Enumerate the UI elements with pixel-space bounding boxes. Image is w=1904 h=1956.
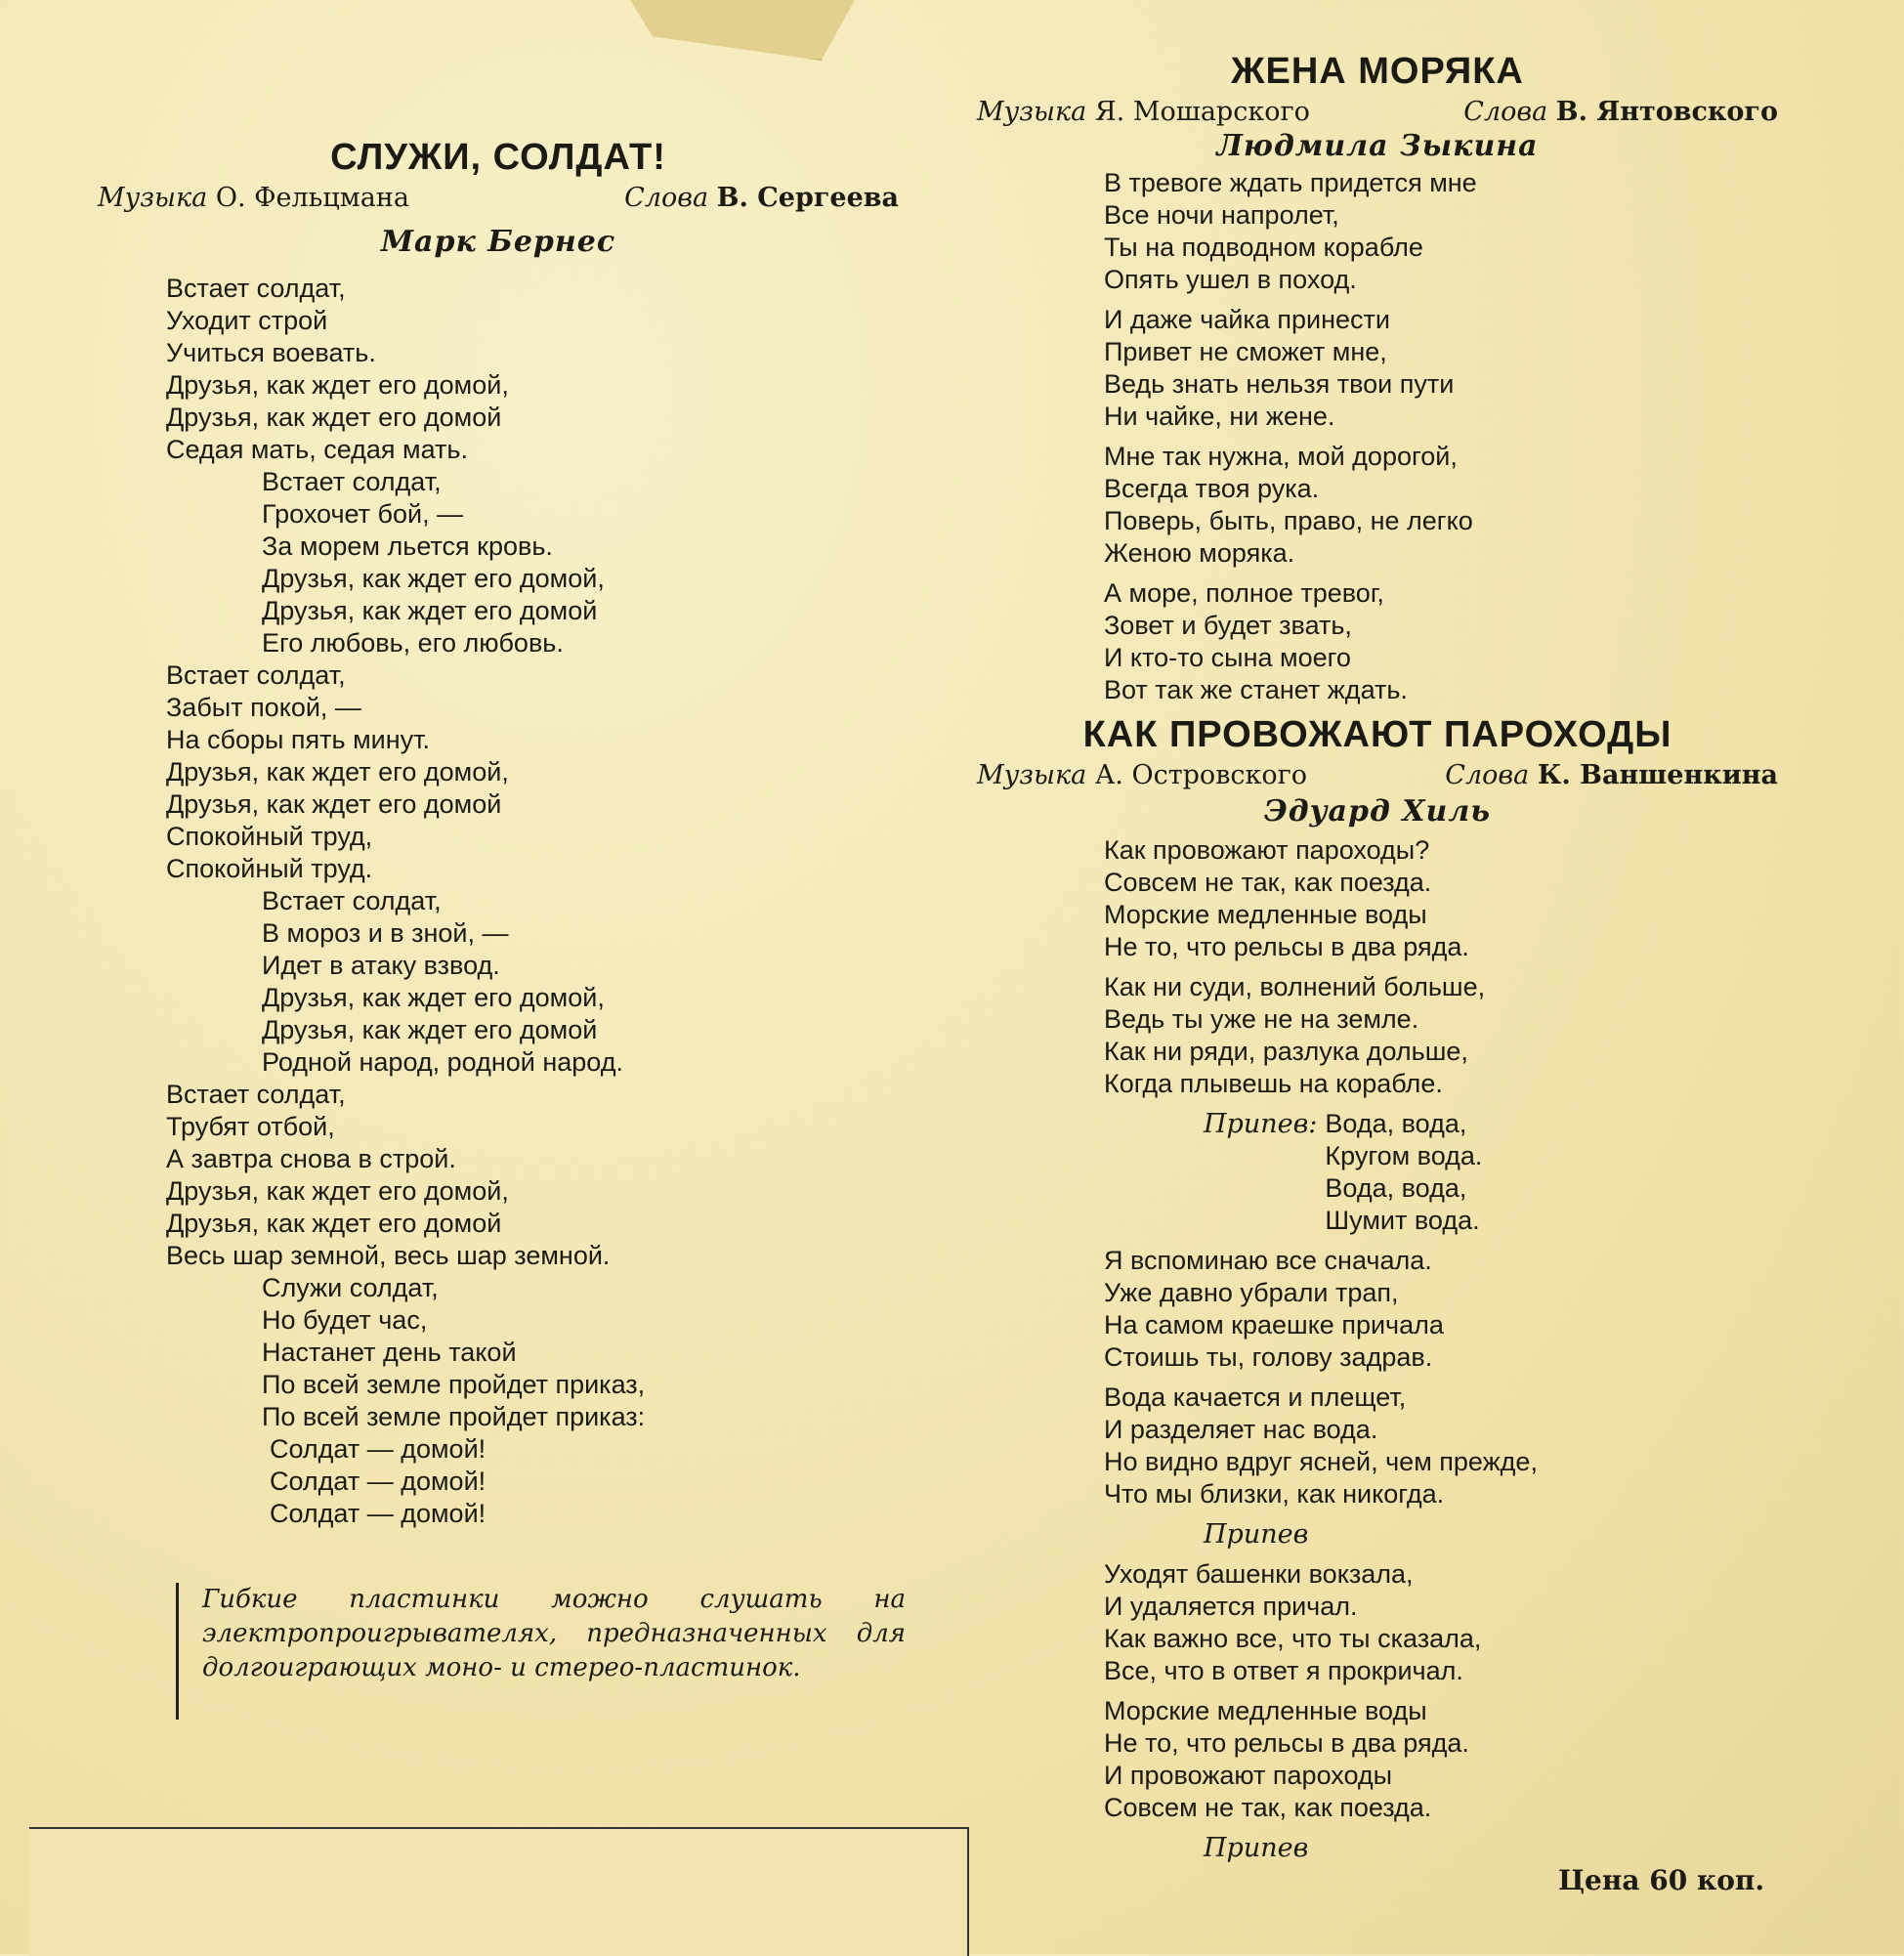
right-column xyxy=(977,51,1778,1872)
lyric-line: Грохочет бой, — xyxy=(262,499,464,529)
lyric-line: Встает солдат, xyxy=(166,274,346,303)
lyric-line: Друзья, как ждет его домой xyxy=(166,789,502,819)
lyric-line: Друзья, как ждет его домой, xyxy=(166,1176,509,1206)
song-title: СЛУЖИ, СОЛДАТ! xyxy=(330,137,666,178)
stanza xyxy=(270,1433,899,1530)
lyric-line: Седая мать, седая мать. xyxy=(166,435,468,464)
lyric-line: Как ни суди, волнений больше, xyxy=(1104,972,1486,1001)
lyric-line: Все ночи напролет, xyxy=(1104,200,1339,230)
lyric-line: Друзья, как ждет его домой xyxy=(166,1209,502,1238)
lyric-line: По всей земле пройдет приказ: xyxy=(262,1402,646,1431)
song-kak-provozhayut xyxy=(977,714,1778,1864)
lyric-line: Солдат — домой! xyxy=(270,1499,487,1528)
chorus xyxy=(1204,1108,1778,1237)
lyric-line: Уже давно убрали трап, xyxy=(1104,1278,1399,1307)
lyric-line: Солдат — домой! xyxy=(270,1467,487,1496)
stanza xyxy=(1104,1245,1778,1374)
lyric-line: Друзья, как ждет его домой xyxy=(166,403,502,432)
lyric-line: Вот так же станет ждать. xyxy=(1104,675,1408,704)
words-label: Слова xyxy=(1463,97,1548,127)
composer: О. Фельцмана xyxy=(215,183,409,213)
song-title: КАК ПРОВОЖАЮТ ПАРОХОДЫ xyxy=(1082,714,1672,755)
song-zhena-moryaka xyxy=(977,51,1778,706)
lyric-line: Вода, вода, xyxy=(1325,1109,1467,1138)
performer: Марк Бернес xyxy=(380,225,616,259)
lyric-line: Настанет день такой xyxy=(262,1338,517,1367)
lyric-line: Друзья, как ждет его домой, xyxy=(262,983,605,1012)
chorus-lines xyxy=(1325,1108,1482,1237)
song-credits xyxy=(977,97,1778,127)
lyric-line: Я вспоминаю все сначала. xyxy=(1104,1246,1432,1275)
lyric-line: Не то, что рельсы в два ряда. xyxy=(1104,932,1469,961)
lyric-line: Как провожают пароходы? xyxy=(1104,835,1430,865)
stanza xyxy=(1104,1558,1778,1687)
composer: А. Островского xyxy=(1094,760,1308,790)
lyric-line: Все, что в ответ я прокричал. xyxy=(1104,1656,1463,1685)
lyric-line: Друзья, как ждет его домой xyxy=(262,1015,598,1044)
stanza xyxy=(166,659,899,885)
lyric-line: Служи солдат, xyxy=(262,1273,439,1302)
lyric-line: Зовет и будет звать, xyxy=(1104,611,1352,640)
stanza xyxy=(166,273,899,466)
lyric-line: Солдат — домой! xyxy=(270,1434,487,1464)
stanza xyxy=(1104,1382,1778,1510)
lyric-line: И даже чайка принести xyxy=(1104,305,1390,334)
lyric-line: Что мы близки, как никогда. xyxy=(1104,1479,1445,1509)
lyric-line: Встает солдат, xyxy=(166,1080,346,1109)
lyric-line: И разделяет нас вода. xyxy=(1104,1415,1378,1444)
lyric-line: В тревоге ждать придется мне xyxy=(1104,168,1477,197)
lyric-line: Идет в атаку взвод. xyxy=(262,951,500,980)
stanza xyxy=(166,1079,899,1272)
lyric-line: Женою моряка. xyxy=(1104,538,1295,568)
lyric-line: Забыт покой, — xyxy=(166,693,361,722)
lyric-line: Родной народ, родной народ. xyxy=(262,1047,623,1077)
lyric-line: Вода качается и плещет, xyxy=(1104,1382,1407,1412)
stanza xyxy=(262,885,899,1079)
lyric-line: Ведь знать нельзя твои пути xyxy=(1104,369,1455,399)
chorus-ref: Припев xyxy=(1204,1833,1309,1863)
performer: Людмила Зыкина xyxy=(1216,129,1539,163)
words-label: Слова xyxy=(624,183,709,213)
lyric-line: В мороз и в зной, — xyxy=(262,918,509,948)
lyrics xyxy=(98,273,899,1530)
lyric-line: Трубят отбой, xyxy=(166,1112,335,1141)
lyric-line: Встает солдат, xyxy=(262,886,442,915)
torn-paper-edge xyxy=(630,0,855,61)
stanza xyxy=(1104,1695,1778,1824)
song-credits xyxy=(98,183,899,213)
lyric-line: Спокойный труд, xyxy=(166,822,373,851)
lyric-line: Ни чайке, ни жене. xyxy=(1104,402,1335,431)
lyric-line: И удаляется причал. xyxy=(1104,1592,1358,1621)
lyric-line: Опять ушел в поход. xyxy=(1104,265,1357,294)
stanza xyxy=(262,466,899,659)
song-sluzhi-soldat xyxy=(98,137,899,1530)
stanza xyxy=(1104,577,1778,706)
performer: Эдуард Хиль xyxy=(1263,794,1492,829)
lyric-line: А завтра снова в строй. xyxy=(166,1144,456,1173)
music-label: Музыка xyxy=(977,760,1087,790)
lyric-line: По всей земле пройдет приказ, xyxy=(262,1370,646,1399)
words-label: Слова xyxy=(1445,760,1530,790)
lyric-line: Стоишь ты, голову задрав. xyxy=(1104,1342,1433,1372)
lyric-line: Учиться воевать. xyxy=(166,338,376,367)
stanza xyxy=(1104,304,1778,433)
lyric-line: Как важно все, что ты сказала, xyxy=(1104,1624,1482,1653)
lyric-line: Привет не сможет мне, xyxy=(1104,337,1387,366)
stanza xyxy=(1104,971,1778,1100)
lyric-line: Кругом вода. xyxy=(1325,1141,1483,1170)
stanza xyxy=(262,1272,899,1433)
music-label: Музыка xyxy=(977,97,1087,127)
lyric-line: На сборы пять минут. xyxy=(166,725,431,754)
lyric-line: Морские медленные воды xyxy=(1104,900,1427,929)
lyric-line: Как ни ряди, разлука дольше, xyxy=(1104,1037,1468,1066)
lyric-line: Морские медленные воды xyxy=(1104,1696,1427,1725)
song-title: ЖЕНА МОРЯКА xyxy=(1231,51,1524,92)
lyric-line: Совсем не так, как поезда. xyxy=(1104,868,1432,897)
lyric-line: Ведь ты уже не на земле. xyxy=(1104,1004,1419,1034)
stanza xyxy=(1104,441,1778,570)
lyric-line: Ты на подводном корабле xyxy=(1104,233,1423,262)
lyric-line: Когда плывешь на корабле. xyxy=(1104,1069,1443,1098)
lyricist: В. Янтовского xyxy=(1555,97,1778,127)
lyricist: К. Ваншенкина xyxy=(1537,760,1778,790)
lyric-line: Но будет час, xyxy=(262,1305,428,1335)
lyric-line: Друзья, как ждет его домой, xyxy=(166,370,509,400)
lyric-line: Но видно вдруг ясней, чем прежде, xyxy=(1104,1447,1538,1476)
lyric-line: А море, полное тревог, xyxy=(1104,578,1384,608)
chorus-ref: Припев xyxy=(1204,1519,1309,1550)
composer: Я. Мошарского xyxy=(1094,97,1310,127)
lyric-line: На самом краешке причала xyxy=(1104,1310,1444,1339)
lyric-line: Его любовь, его любовь. xyxy=(262,628,564,658)
lyric-line: Мне так нужна, мой дорогой, xyxy=(1104,442,1458,471)
lyrics xyxy=(977,167,1778,706)
lyric-line: Друзья, как ждет его домой xyxy=(262,596,598,625)
lyric-line: И провожают пароходы xyxy=(1104,1761,1393,1790)
lyric-line: Встает солдат, xyxy=(262,467,442,496)
lyric-line: Не то, что рельсы в два ряда. xyxy=(1104,1728,1469,1758)
lyricist: В. Сергеева xyxy=(716,183,899,213)
lyric-line: За морем льется кровь. xyxy=(262,532,553,561)
sleeve-bottom-edge xyxy=(29,1827,969,1956)
lyric-line: Друзья, как ждет его домой, xyxy=(262,564,605,593)
stanza xyxy=(1104,834,1778,963)
music-label: Музыка xyxy=(98,183,208,213)
lyric-line: Встает солдат, xyxy=(166,660,346,690)
lyric-line: Друзья, как ждет его домой, xyxy=(166,757,509,787)
playback-note: Гибкие пластинки можно слушать на электропроигрывателях, предназначенных для долгоиграющих моно- и стерео-пластинок. xyxy=(176,1583,906,1720)
stanza xyxy=(1104,167,1778,296)
price: Цена 60 коп. xyxy=(1558,1864,1765,1896)
lyrics xyxy=(977,834,1778,1864)
lyric-line: Поверь, быть, право, не легко xyxy=(1104,506,1473,535)
lyric-line: Весь шар земной, весь шар земной. xyxy=(166,1241,611,1270)
lyric-line: Шумит вода. xyxy=(1325,1206,1480,1235)
lyric-line: И кто-то сына моего xyxy=(1104,643,1351,672)
lyric-line: Уходят башенки вокзала, xyxy=(1104,1559,1414,1589)
lyric-line: Всегда твоя рука. xyxy=(1104,474,1320,503)
lyric-line: Вода, вода, xyxy=(1325,1173,1467,1203)
song-credits xyxy=(977,760,1778,790)
chorus-label: Припев: xyxy=(1204,1109,1318,1139)
lyric-line: Спокойный труд. xyxy=(166,854,373,883)
lyric-line: Совсем не так, как поезда. xyxy=(1104,1793,1432,1822)
lyric-line: Уходит строй xyxy=(166,306,328,335)
